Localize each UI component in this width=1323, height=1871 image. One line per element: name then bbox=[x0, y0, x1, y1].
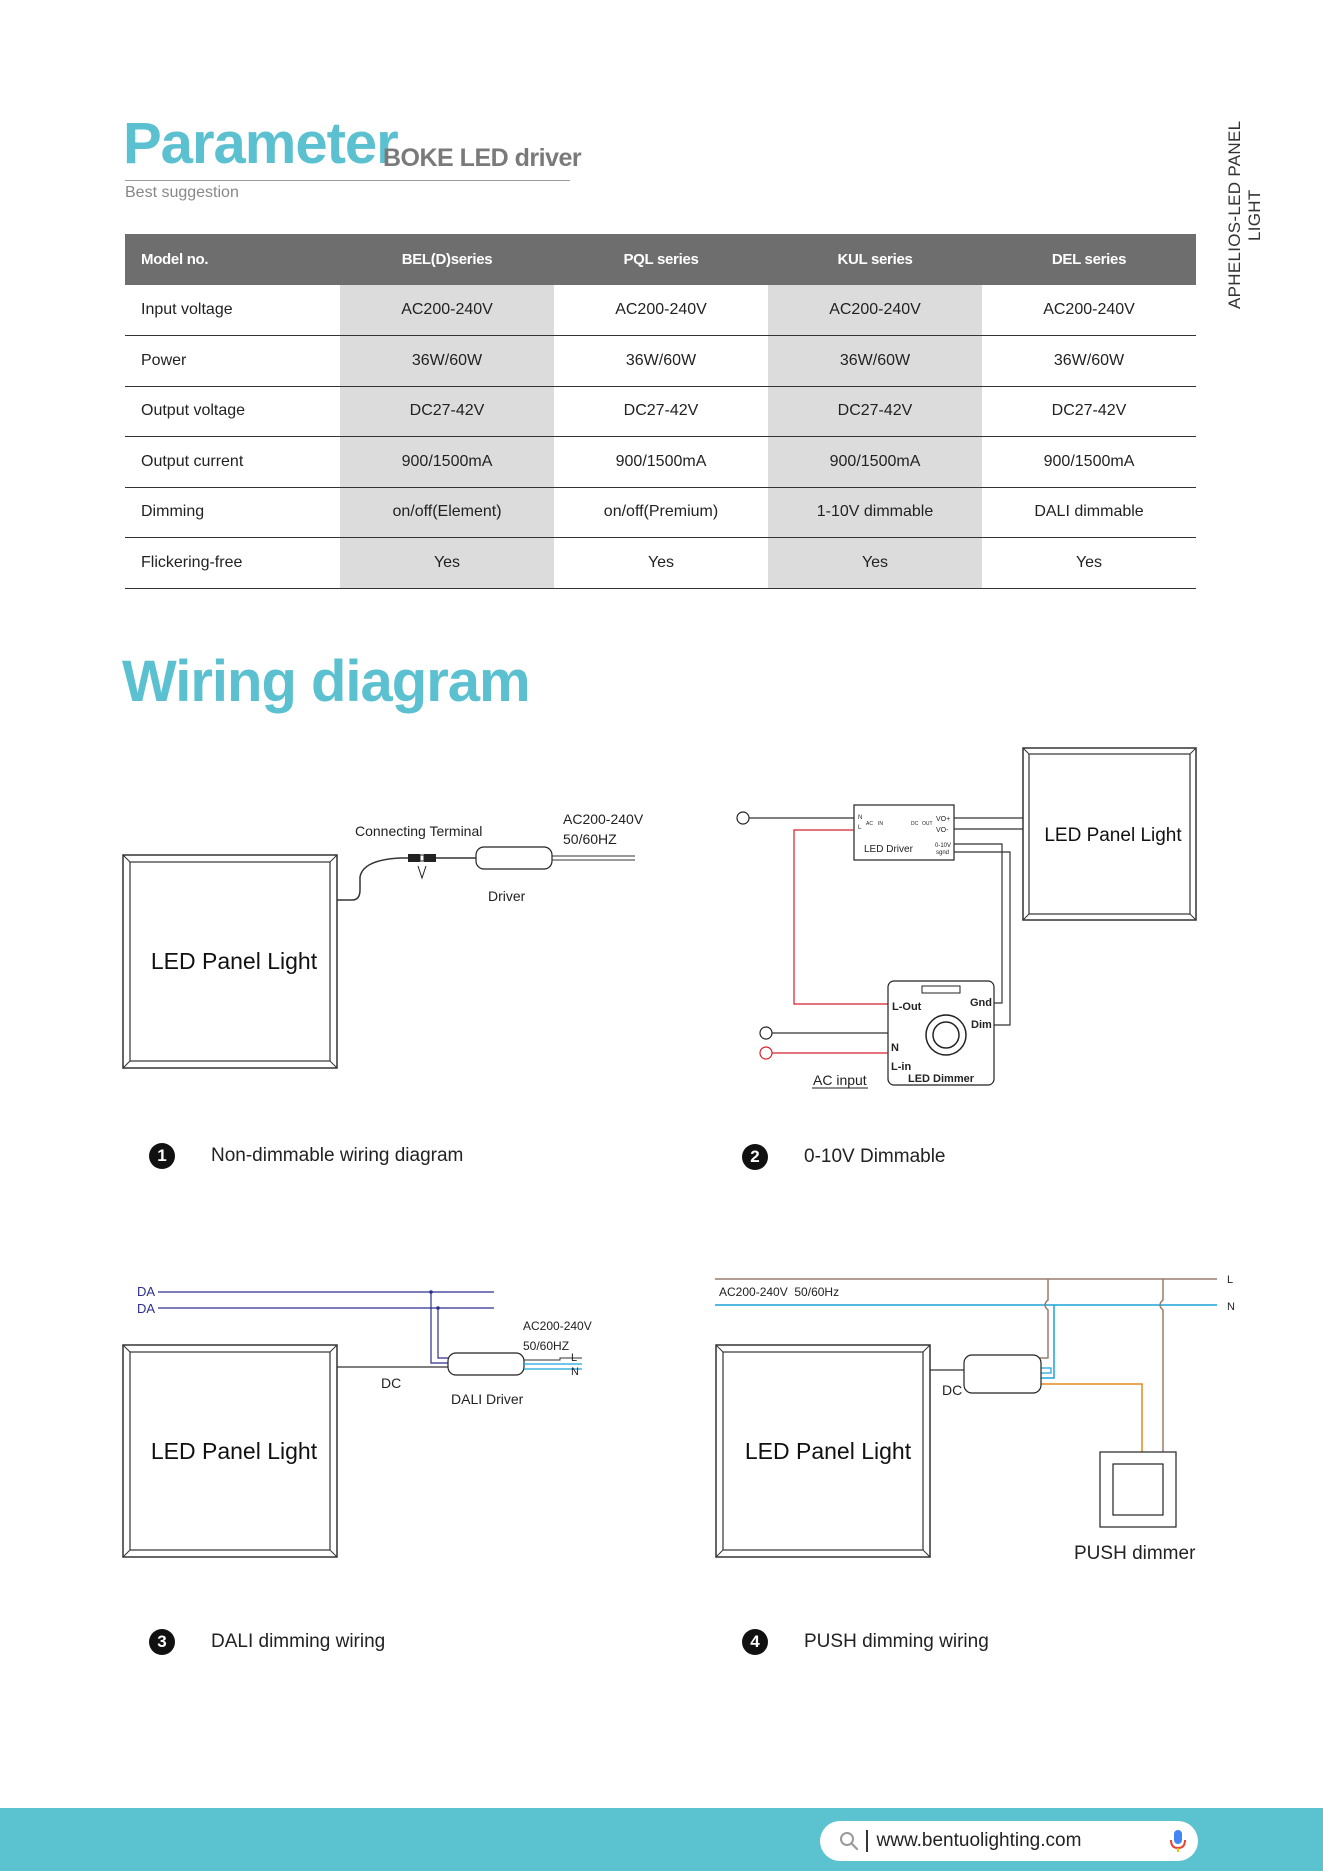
diagram-0-10v bbox=[730, 740, 1210, 1100]
caption-text: Non-dimmable wiring diagram bbox=[211, 1145, 464, 1166]
dimmer-slot bbox=[922, 986, 960, 993]
da-label-1: DA bbox=[137, 1284, 156, 1299]
dimmer-label: LED Dimmer bbox=[908, 1073, 975, 1085]
ac-label: AC200-240V 50/60Hz bbox=[719, 1285, 840, 1299]
driver-box bbox=[964, 1355, 1041, 1393]
driver-label: LED Driver bbox=[864, 844, 913, 855]
table-cell: AC200-240V bbox=[554, 285, 768, 336]
table-cell: 1-10V dimmable bbox=[768, 487, 982, 538]
table-cell: DC27-42V bbox=[982, 386, 1196, 437]
l-label: L bbox=[571, 1352, 578, 1364]
driver-label: Driver bbox=[488, 888, 526, 904]
ac-input-label: AC input bbox=[813, 1072, 867, 1088]
table-cell: Yes bbox=[340, 538, 554, 589]
parameter-subtitle: BOKE LED driver bbox=[383, 144, 582, 172]
caption-text: 0-10V Dimmable bbox=[804, 1146, 946, 1167]
parameter-title: Parameter bbox=[123, 111, 398, 176]
ac-label: AC200-240V bbox=[563, 811, 644, 827]
driver-out: OUT bbox=[922, 821, 933, 827]
table-cell: DC27-42V bbox=[554, 386, 768, 437]
table-cell: 36W/60W bbox=[768, 336, 982, 387]
driver-ac: AC bbox=[866, 821, 873, 827]
diagram-dali bbox=[120, 1275, 640, 1565]
terminal-label: Connecting Terminal bbox=[355, 823, 483, 839]
driver-n: N bbox=[858, 815, 863, 821]
table-header-row bbox=[125, 234, 1196, 285]
dali-driver-label: DALI Driver bbox=[451, 1391, 524, 1407]
table-cell: 900/1500mA bbox=[982, 437, 1196, 488]
gnd-wire bbox=[954, 844, 1002, 1003]
caption-number: 2 bbox=[742, 1144, 768, 1170]
side-title: APHELIOS-LED PANEL LIGHT bbox=[1225, 120, 1264, 310]
panel-label: LED Panel Light bbox=[1044, 825, 1182, 846]
wiring-title: Wiring diagram bbox=[122, 649, 530, 714]
table-row bbox=[125, 487, 1196, 538]
table-row bbox=[125, 285, 1196, 336]
table-row bbox=[125, 336, 1196, 387]
da-label-2: DA bbox=[137, 1301, 156, 1316]
panel-label: LED Panel Light bbox=[150, 1438, 318, 1464]
table-cell: Output current bbox=[125, 437, 340, 488]
parameter-note: Best suggestion bbox=[125, 184, 239, 201]
caption-4 bbox=[742, 1628, 989, 1656]
title-underline bbox=[125, 180, 570, 181]
dimmer-dim: Dim bbox=[971, 1019, 992, 1031]
table-cell: DC27-42V bbox=[768, 386, 982, 437]
dimmer-gnd: Gnd bbox=[970, 997, 992, 1009]
table-header: Model no. bbox=[125, 234, 340, 285]
panel-label: LED Panel Light bbox=[744, 1438, 912, 1464]
website-url[interactable]: www.bentuolighting.com bbox=[876, 1830, 1082, 1851]
table-cell: Yes bbox=[554, 538, 768, 589]
table-cell: DALI dimmable bbox=[982, 487, 1196, 538]
caption-text: PUSH dimming wiring bbox=[804, 1631, 989, 1652]
table-cell: 36W/60W bbox=[982, 336, 1196, 387]
terminal-circle bbox=[737, 812, 749, 824]
table-cell: AC200-240V bbox=[340, 285, 554, 336]
driver-0-10v: 0-10V bbox=[935, 843, 952, 849]
frequency-label: 50/60HZ bbox=[523, 1339, 570, 1353]
table-cell: on/off(Element) bbox=[340, 487, 554, 538]
dimmer-l-out: L-Out bbox=[892, 1001, 922, 1013]
push-dimmer-label: PUSH dimmer bbox=[1074, 1543, 1196, 1564]
caption-number: 3 bbox=[149, 1629, 175, 1655]
driver-l: L bbox=[858, 825, 862, 831]
table-cell: Yes bbox=[982, 538, 1196, 589]
microphone-icon[interactable] bbox=[1170, 1829, 1186, 1853]
table-header: BEL(D)series bbox=[340, 234, 554, 285]
frequency-label: 50/60HZ bbox=[563, 831, 617, 847]
table-row bbox=[125, 386, 1196, 437]
table-cell: 36W/60W bbox=[554, 336, 768, 387]
panel-label: LED Panel Light bbox=[150, 948, 318, 974]
table-cell: 900/1500mA bbox=[340, 437, 554, 488]
driver-vo-minus: VO- bbox=[936, 827, 949, 834]
text-cursor bbox=[866, 1830, 868, 1852]
caption-number: 4 bbox=[742, 1629, 768, 1655]
driver-dc: DC bbox=[911, 821, 919, 827]
caption-text: DALI dimming wiring bbox=[211, 1631, 386, 1652]
n-label: N bbox=[571, 1366, 579, 1378]
table-header: KUL series bbox=[768, 234, 982, 285]
table-cell: 900/1500mA bbox=[768, 437, 982, 488]
dimmer-l-in: L-in bbox=[891, 1061, 912, 1073]
table-cell: AC200-240V bbox=[768, 285, 982, 336]
caption-3 bbox=[149, 1628, 385, 1656]
footer-bar bbox=[0, 1808, 1323, 1871]
ac-label: AC200-240V bbox=[523, 1319, 592, 1333]
terminal-circle bbox=[760, 1047, 772, 1059]
caption-2 bbox=[742, 1143, 946, 1171]
table-cell: AC200-240V bbox=[982, 285, 1196, 336]
table-cell: 900/1500mA bbox=[554, 437, 768, 488]
n-label: N bbox=[1227, 1301, 1235, 1313]
dali-driver-box bbox=[448, 1353, 524, 1375]
driver-vo-plus: VO+ bbox=[936, 816, 951, 823]
driver-sgnd: sgnd bbox=[936, 850, 950, 856]
table-cell: 36W/60W bbox=[340, 336, 554, 387]
diagram-push bbox=[712, 1270, 1242, 1570]
driver-box bbox=[476, 847, 552, 869]
caption-number: 1 bbox=[149, 1143, 175, 1169]
terminal-circle bbox=[760, 1027, 772, 1039]
table-cell: on/off(Premium) bbox=[554, 487, 768, 538]
table-header: DEL series bbox=[982, 234, 1196, 285]
dc-label: DC bbox=[381, 1375, 402, 1391]
table-cell: Dimming bbox=[125, 487, 340, 538]
connecting-terminal bbox=[408, 854, 436, 878]
driver-in: IN bbox=[878, 821, 883, 827]
dc-label: DC bbox=[942, 1382, 963, 1398]
table-cell: DC27-42V bbox=[340, 386, 554, 437]
dimmer-n: N bbox=[891, 1042, 899, 1054]
table-row bbox=[125, 437, 1196, 488]
caption-1 bbox=[149, 1142, 463, 1170]
table-cell: Yes bbox=[768, 538, 982, 589]
push-dimmer-button bbox=[1113, 1464, 1163, 1515]
table-row bbox=[125, 538, 1196, 589]
panel-cable bbox=[337, 858, 410, 900]
search-icon bbox=[838, 1830, 860, 1852]
search-box[interactable] bbox=[820, 1821, 1198, 1861]
l-label: L bbox=[1227, 1274, 1234, 1286]
table-header: PQL series bbox=[554, 234, 768, 285]
diagram-non-dimmable bbox=[120, 800, 660, 1080]
table-cell: Input voltage bbox=[125, 285, 340, 336]
parameter-table bbox=[125, 234, 1196, 589]
table-cell: Flickering-free bbox=[125, 538, 340, 589]
table-cell: Power bbox=[125, 336, 340, 387]
table-cell: Output voltage bbox=[125, 386, 340, 437]
